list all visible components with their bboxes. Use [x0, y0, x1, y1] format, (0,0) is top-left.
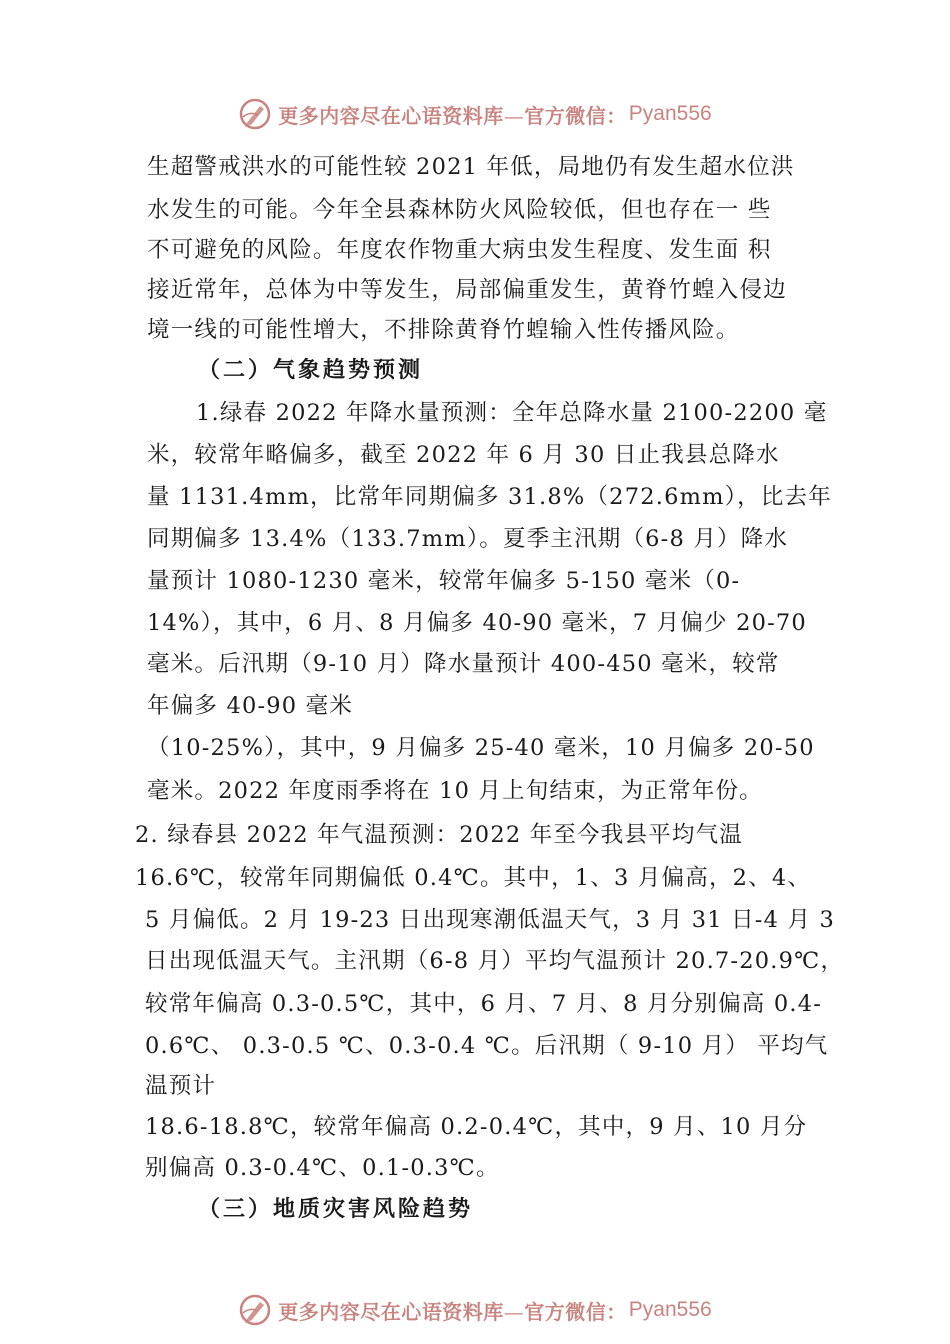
- text-line: 2. 绿春县 2022 年气温预测：2022 年至今我县平均气温: [135, 822, 743, 848]
- text-line: 18.6-18.8℃，较常年偏高 0.2-0.4℃，其中，9 月、10 月分: [145, 1114, 808, 1140]
- watermark-banner-bottom: [0, 1290, 950, 1330]
- text-line: 米，较常年略偏多，截至 2022 年 6 月 30 日止我县总降水: [147, 442, 780, 468]
- text-line: 日出现低温天气。主汛期（6-8 月）平均气温预计 20.7-20.9℃，: [145, 948, 845, 974]
- text-line: 14%），其中，6 月、8 月偏多 40-90 毫米，7 月偏少 20-70: [147, 610, 807, 636]
- text-line: 年偏多 40-90 毫米: [147, 693, 354, 719]
- text-line: 1.绿春 2022 年降水量预测：全年总降水量 2100-2200 毫: [196, 400, 828, 426]
- text-line: 不可避免的风险。年度农作物重大病虫发生程度、发生面 积: [147, 237, 772, 263]
- watermark-text: 更多内容尽在心语资料库—官方微信：: [278, 103, 627, 128]
- text-line: 生超警戒洪水的可能性较 2021 年低，局地仍有发生超水位洪: [147, 154, 795, 180]
- text-line: 16.6℃，较常年同期偏低 0.4℃。其中，1、3 月偏高，2、4、: [135, 865, 812, 891]
- text-line: 量预计 1080-1230 毫米，较常年偏多 5-150 毫米（0-: [147, 568, 741, 594]
- section-heading-3: （三）地质灾害风险趋势: [198, 1196, 474, 1222]
- text-line: 温预计: [145, 1073, 217, 1099]
- text-line: 水发生的可能。今年全县森林防火风险较低，但也存在一 些: [147, 197, 772, 223]
- text-line: 境一线的可能性增大，不排除黄脊竹蝗输入性传播风险。: [147, 317, 740, 343]
- pen-logo-icon: [238, 1293, 272, 1327]
- text-line: （10-25%），其中，9 月偏多 25-40 毫米，10 月偏多 20-50: [147, 735, 815, 761]
- text-line: 量 1131.4mm，比常年同期偏多 31.8%（272.6mm），比去年: [147, 484, 832, 510]
- watermark-id: Pyan556: [628, 1298, 712, 1321]
- watermark-text: 更多内容尽在心语资料库—官方微信：: [278, 1299, 627, 1324]
- text-line: 较常年偏高 0.3-0.5℃，其中，6 月、7 月、8 月分别偏高 0.4-: [145, 991, 823, 1017]
- watermark-id: Pyan556: [628, 102, 712, 125]
- text-line: 别偏高 0.3-0.4℃、0.1-0.3℃。: [145, 1155, 500, 1181]
- text-line: 5 月偏低。2 月 19-23 日出现寒潮低温天气，3 月 31 日-4 月 3: [145, 907, 836, 933]
- text-line: 毫米。后汛期（9-10 月）降水量预计 400-450 毫米，较常: [147, 651, 780, 677]
- section-heading-2: （二）气象趋势预测: [198, 357, 424, 383]
- text-line: 0.6℃、 0.3-0.5 ℃、0.3-0.4 ℃。后汛期（ 9-10 月） 平均气: [145, 1033, 829, 1059]
- text-line: 毫米。2022 年度雨季将在 10 月上旬结束，为正常年份。: [147, 778, 763, 804]
- text-line: 同期偏多 13.4%（133.7mm）。夏季主汛期（6-8 月）降水: [147, 526, 789, 552]
- text-line: 接近常年，总体为中等发生，局部偏重发生，黄脊竹蝗入侵边: [147, 277, 787, 303]
